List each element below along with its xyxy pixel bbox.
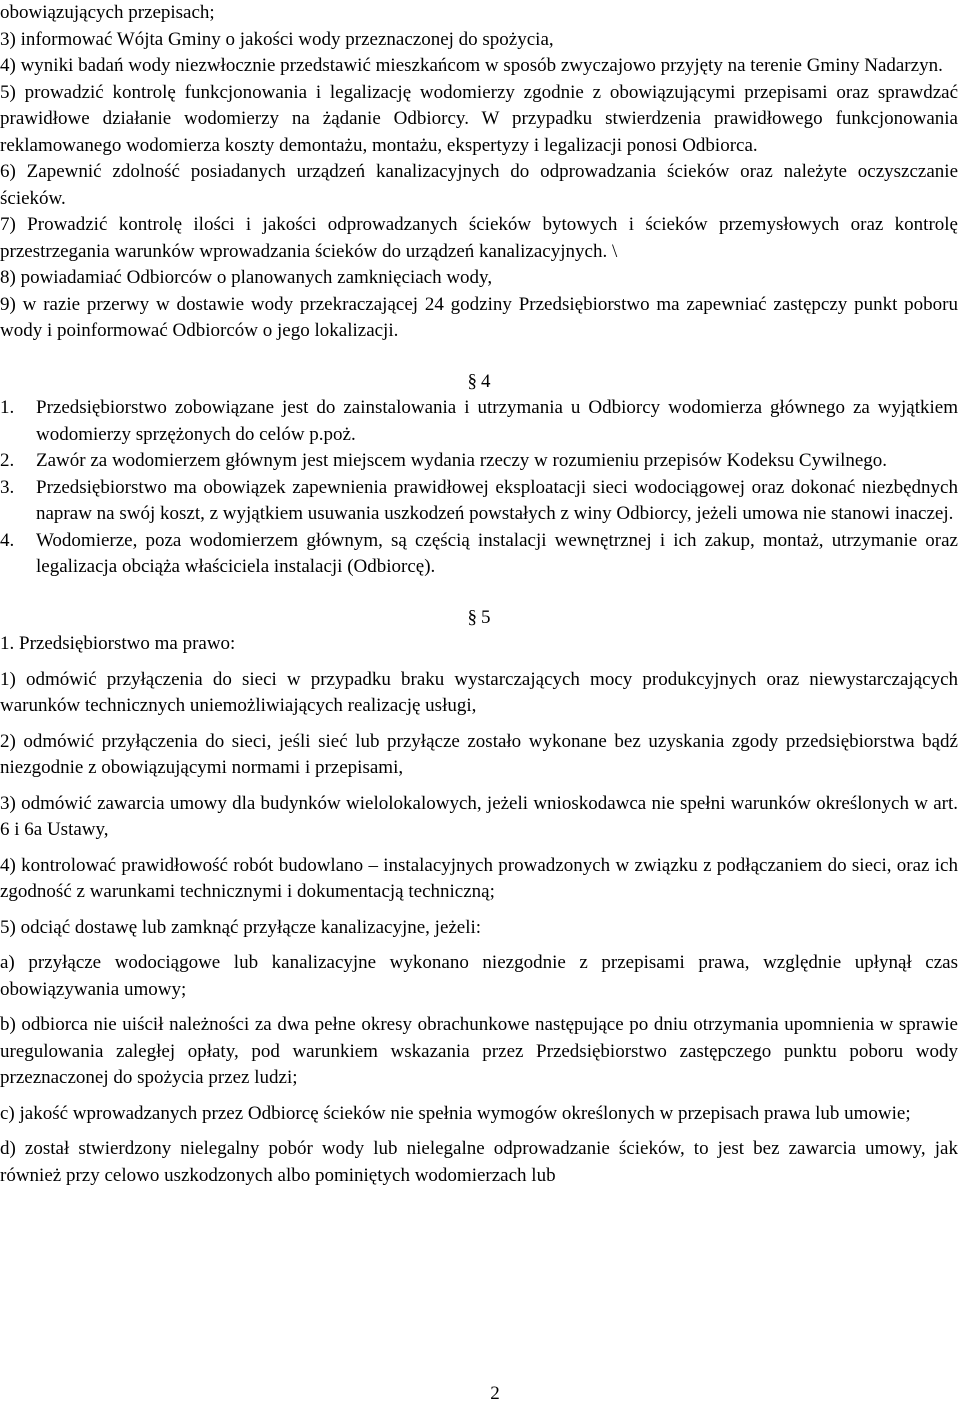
- paragraph: 4) wyniki badań wody niezwłocznie przedstawić mieszkańcom w sposób zwyczajowo przyjęty na terenie Gminy Nadarzyn.: [0, 55, 943, 76]
- paragraph: 4) kontrolować prawidłowość robót budowlano – instalacyjnych prowadzonych w związku z podłączaniem do sieci, oraz ich zgodność z warunkami technicznymi i dokumentacją techniczną;: [0, 854, 958, 902]
- section-symbol: §: [467, 606, 477, 628]
- page-number: 2: [490, 1383, 500, 1404]
- paragraph: 3) odmówić zawarcia umowy dla budynków wielolokalowych, jeżeli wnioskodawca nie spełni warunków określonych w art. 6 i 6a Ustawy,: [0, 792, 958, 840]
- paragraph: 3) informować Wójta Gminy o jakości wody przeznaczonej do spożycia,: [0, 28, 554, 50]
- item-text: Zawór za wodomierzem głównym jest miejscem wydania rzeczy w rozumieniu przepisów Kodeksu Cywilnego.: [36, 450, 888, 471]
- paragraph: 5) prowadzić kontrolę funkcjonowania i legalizację wodomierzy zgodnie z obowiązującymi przepisami oraz sprawdzać prawidłowe działanie wodomierzy na żądanie Odbiorcy. W przypadku stwierdzenia prawidłowego funkcjonowania reklamowanego wodomierza koszty demontażu, montażu, ekspertyzy i legalizacji ponosi Odbiorca.: [0, 81, 958, 156]
- item-number: 2.: [0, 450, 15, 471]
- section-heading-4: [0, 369, 958, 396]
- section-heading-5: [0, 605, 958, 632]
- paragraph: a) przyłącze wodociągowe lub kanalizacyjne wykonano niezgodnie z przepisami prawa, względnie upłynął czas obowiązywania umowy;: [0, 952, 958, 1000]
- paragraph: 9) w razie przerwy w dostawie wody przekraczającej 24 godziny Przedsiębiorstwo ma zapewniać zastępczy punkt poboru wody i poinformować Odbiorców o jego lokalizacji.: [0, 293, 958, 341]
- paragraph: 8) powiadamiać Odbiorców o planowanych zamknięciach wody,: [0, 267, 493, 288]
- list-item: [0, 448, 958, 475]
- paragraph: 1) odmówić przyłączenia do sieci w przypadku braku wystarczających mocy produkcyjnych oraz niewystarczających warunków technicznych uniemożliwiających realizację usługi,: [0, 668, 958, 716]
- item-number: 3.: [0, 476, 15, 498]
- paragraph: 2) odmówić przyłączenia do sieci, jeśli sieć lub przyłącze zostało wykonane bez uzyskania zgody przedsiębiorstwa bądź niezgodnie z obowiązującymi normami i przepisami,: [0, 730, 958, 778]
- list-item: [0, 475, 958, 528]
- paragraph: 5) odciąć dostawę lub zamknąć przyłącze kanalizacyjne, jeżeli:: [0, 916, 482, 938]
- item-text: Przedsiębiorstwo ma obowiązek zapewnienia prawidłowej eksploatacji sieci wodociągowej oraz dokonać niezbędnych napraw na swój koszt, z wyjątkiem usuwania uszkodzeń powstałych z winy Odbiorcy, jeżeli umowa nie stanowi inaczej.: [36, 476, 958, 524]
- paragraph: d) został stwierdzony nielegalny pobór wody lub nielegalne odprowadzanie ścieków, to jest bez zawarcia umowy, jak również przy celowo uszkodzonych albo pominiętych wodomierzach lub: [0, 1138, 958, 1186]
- section-5-intro: 1. Przedsiębiorstwo ma prawo:: [0, 633, 236, 654]
- paragraph: 6) Zapewnić zdolność posiadanych urządzeń kanalizacyjnych do odprowadzania ścieków oraz należyte oczyszczanie ścieków.: [0, 161, 958, 209]
- item-number: 1.: [0, 397, 15, 418]
- paragraph: c) jakość wprowadzanych przez Odbiorcę ścieków nie spełnia wymogów określonych w przepisach prawa lub umowie;: [0, 1102, 911, 1124]
- section-number: 5: [481, 606, 491, 628]
- item-text: Przedsiębiorstwo zobowiązane jest do zainstalowania i utrzymania u Odbiorcy wodomierza głównego za wyjątkiem wodomierzy sprzężonych do celów p.poż.: [36, 397, 958, 445]
- list-item: [0, 395, 958, 448]
- paragraph: 7) Prowadzić kontrolę ilości i jakości odprowadzanych ścieków bytowych i ścieków przemysłowych oraz kontrolę przestrzegania warunków wprowadzania ścieków do urządzeń kanalizacyjnych. \: [0, 214, 958, 262]
- section-number: 4: [481, 370, 491, 392]
- paragraph: obowiązujących przepisach;: [0, 2, 215, 23]
- item-number: 4.: [0, 529, 15, 551]
- section-symbol: §: [467, 370, 477, 392]
- paragraph: b) odbiorca nie uiścił należności za dwa pełne okresy obrachunkowe następujące po dniu otrzymania upomnienia w sprawie uregulowania zaległej opłaty, pod warunkiem wskazania przez Przedsiębiorstwo zastępczego punktu poboru wody przeznaczonej do spożycia przez ludzi;: [0, 1014, 958, 1088]
- list-item: [0, 528, 958, 581]
- continued-list: [0, 0, 958, 345]
- section-4-list: [0, 395, 958, 581]
- item-text: Wodomierze, poza wodomierzem głównym, są częścią instalacji wewnętrznej i ich zakup, montaż, utrzymanie oraz legalizacja obciąża właściciela instalacji (Odbiorcę).: [36, 529, 958, 577]
